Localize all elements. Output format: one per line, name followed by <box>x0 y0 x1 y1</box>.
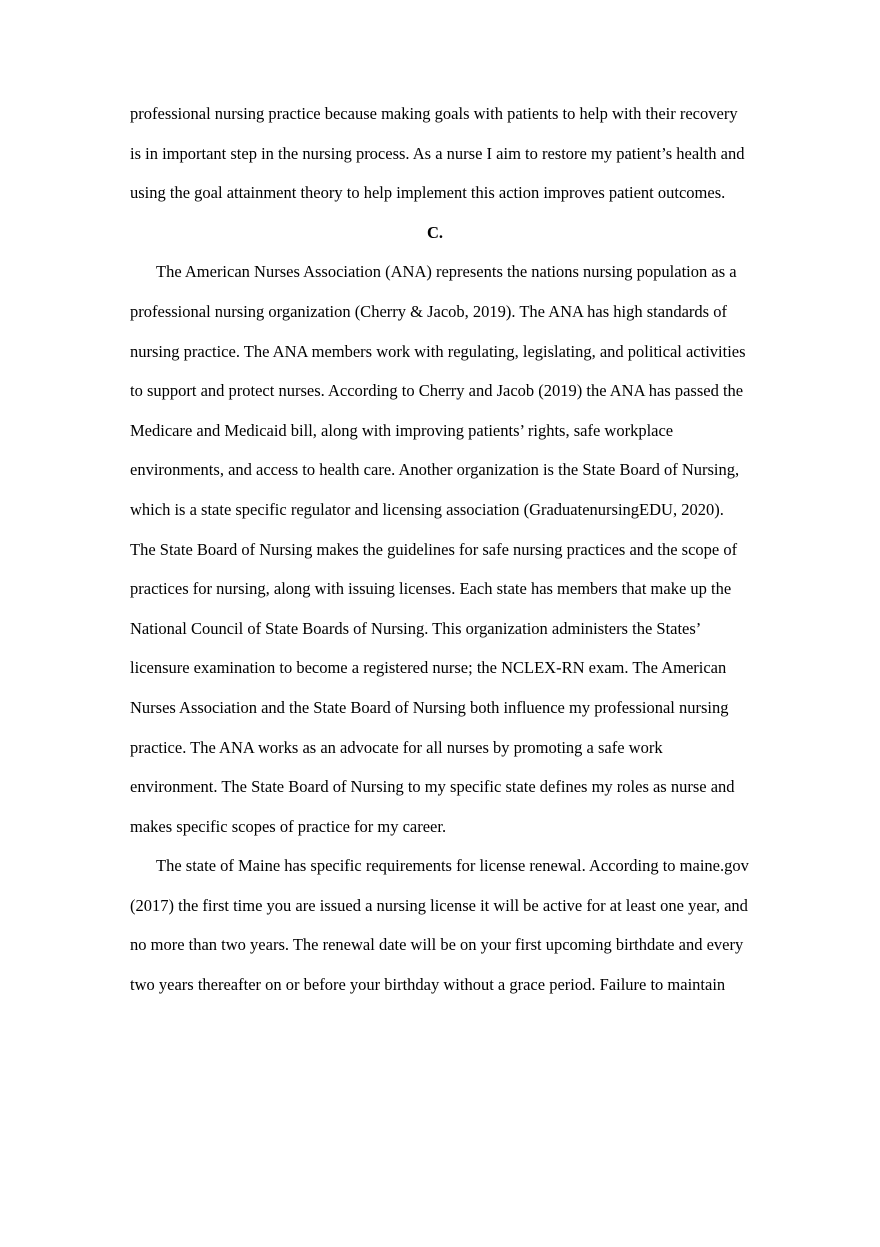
text-line: environment. The State Board of Nursing to my specific state defines my roles as nurse and <box>130 777 735 797</box>
document-body <box>130 94 790 1005</box>
section-heading: C. <box>426 222 444 242</box>
text-line: professional nursing practice because making goals with patients to help with their recovery <box>130 104 738 123</box>
text-line: practices for nursing, along with issuing licenses. Each state has members that make up the <box>130 579 732 599</box>
text-line: Nurses Association and the State Board of Nursing both influence my professional nursing <box>130 697 729 717</box>
text-line: using the goal attainment theory to help implement this action improves patient outcomes. <box>130 183 726 203</box>
text-line: environments, and access to health care. Another organization is the State Board of Nursing, <box>130 460 740 480</box>
text-line: professional nursing organization (Cherry & Jacob, 2019). The ANA has high standards of <box>130 301 727 321</box>
text-line: two years thereafter on or before your birthday without a grace period. Failure to maintain <box>130 975 726 995</box>
text-line: National Council of State Boards of Nursing. This organization administers the States’ <box>130 618 702 638</box>
paragraph-ana-state-board <box>130 252 790 846</box>
text-line: The State Board of Nursing makes the guidelines for safe nursing practices and the scope of <box>130 539 738 559</box>
text-line: no more than two years. The renewal date will be on your first upcoming birthdate and every <box>130 935 744 955</box>
text-line: The American Nurses Association (ANA) represents the nations nursing population as a <box>156 262 737 282</box>
text-line: The state of Maine has specific requirements for license renewal. According to maine.gov <box>156 856 749 876</box>
text-line: is in important step in the nursing process. As a nurse I aim to restore my patient’s health and <box>130 143 745 163</box>
text-line: to support and protect nurses. According to Cherry and Jacob (2019) the ANA has passed the <box>130 381 744 401</box>
text-line: practice. The ANA works as an advocate for all nurses by promoting a safe work <box>130 737 663 757</box>
text-line: which is a state specific regulator and licensing association (GraduatenursingEDU, 2020). <box>130 499 724 519</box>
text-line: makes specific scopes of practice for my career. <box>130 816 447 836</box>
text-line: nursing practice. The ANA members work with regulating, legislating, and political activities <box>130 341 746 361</box>
text-line: Medicare and Medicaid bill, along with improving patients’ rights, safe workplace <box>130 420 674 440</box>
intro-paragraph <box>130 94 790 213</box>
text-line: (2017) the first time you are issued a nursing license it will be active for at least one year, and <box>130 895 748 915</box>
paragraph-maine-renewal <box>130 846 790 1004</box>
text-line: licensure examination to become a registered nurse; the NCLEX-RN exam. The American <box>130 658 727 678</box>
